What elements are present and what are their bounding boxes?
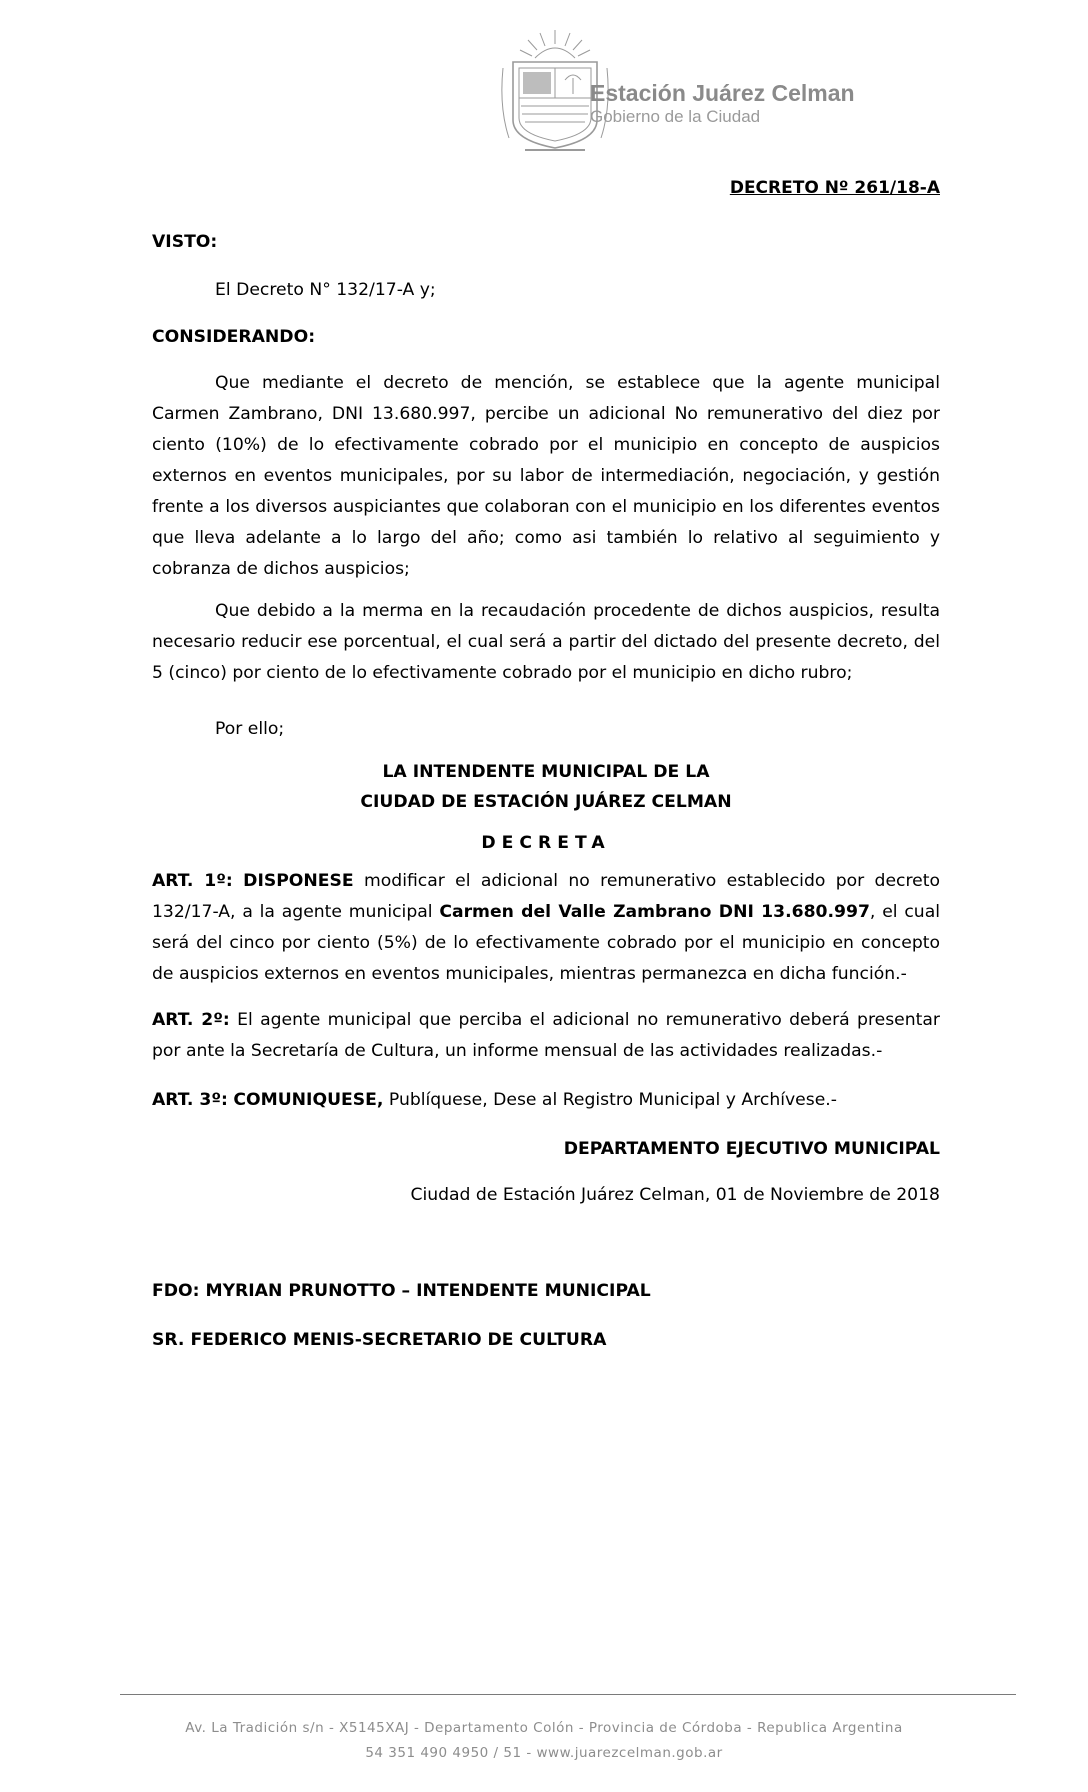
article-3 — [152, 1085, 940, 1116]
decreto-reference: El Decreto N° 132/17-A y; — [215, 280, 436, 300]
considerando-paragraph-2: Que debido a la merma en la recaudación procedente de dichos auspicios, resulta necesario reducir ese porcentual, el cual será a partir del dictado del presente decreto, del 5 (cinco) por ciento de lo efectivamente cobrado por el municipio en dicho rubro; — [152, 601, 940, 683]
brand-block — [590, 82, 855, 125]
p1-text-a: Que mediante el decreto de mención, se establece que la agente municipal Carmen Zambrano, DNI — [152, 373, 940, 424]
footer-address: Av. La Tradición s/n - X5145XAJ - Departamento Colón - Provincia de Córdoba - Republica Argentina — [185, 1720, 903, 1736]
signature-intendente: FDO: MYRIAN PRUNOTTO – INTENDENTE MUNICIPAL — [152, 1281, 651, 1301]
article-1 — [152, 866, 940, 990]
heading-line-1: LA INTENDENTE MUNICIPAL DE LA — [382, 762, 710, 782]
brand-subtitle: Gobierno de la Ciudad — [590, 107, 761, 126]
art2-label: ART. 2º: — [152, 1010, 230, 1030]
por-ello: Por ello; — [215, 719, 285, 739]
art3-text: Publíquese, Dese al Registro Municipal y Archívese.- — [383, 1090, 837, 1110]
visto-label: VISTO: — [152, 232, 218, 252]
decreta-heading: DECRETA — [481, 833, 611, 853]
art1-verb: DISPONESE — [243, 871, 354, 891]
considerando-label: CONSIDERANDO: — [152, 327, 316, 347]
department-name: DEPARTAMENTO EJECUTIVO MUNICIPAL — [563, 1139, 940, 1159]
art1-label: ART. 1º: — [152, 871, 233, 891]
article-2 — [152, 1005, 940, 1067]
p1-dni: 13.680.997 — [372, 404, 471, 424]
art3-verb: COMUNIQUESE, — [233, 1090, 384, 1110]
art3-label: ART. 3º: — [152, 1090, 228, 1110]
place-date: Ciudad de Estación Juárez Celman, 01 de Noviembre de 2018 — [410, 1185, 940, 1205]
footer-divider — [120, 1694, 1016, 1695]
heading-line-2: CIUDAD DE ESTACIÓN JUÁREZ CELMAN — [360, 792, 732, 812]
considerando-paragraph-1 — [152, 368, 940, 585]
art1-text-b: , el cual será del cinco por ciento (5%) de lo efectivamente cobrado por el municipio en concepto de auspicios externos en eventos municipales, mientras permanezca en dicha función.- — [152, 902, 940, 984]
p1-text-c: , percibe un adicional No remunerativo del diez por ciento (10%) de lo efectivamente cobrado por el municipio en concepto de auspicios externos en eventos municipales, por su labor de intermediación, negociación, y gestión frente a los diversos auspiciantes que colaboran con el municipio en los diferentes eventos que lleva adelante a lo largo del año; como asi también lo relativo al seguimiento y cobranza de dichos auspicios; — [152, 404, 940, 579]
art1-text-a: modificar el adicional no remunerativo establecido por decreto 132/17-A, a la agente municipal — [152, 871, 941, 922]
art2-text: El agente municipal que perciba el adicional no remunerativo deberá presentar por ante la Secretaría de Cultura, un informe mensual de las actividades realizadas.- — [152, 1010, 940, 1061]
art1-name: Carmen del Valle Zambrano DNI 13.680.997 — [439, 902, 870, 922]
footer-contact: 54 351 490 4950 / 51 - www.juarezcelman.gob.ar — [365, 1745, 723, 1761]
decree-number: DECRETO Nº 261/18-A — [729, 178, 940, 198]
signature-secretario: SR. FEDERICO MENIS-SECRETARIO DE CULTURA — [152, 1330, 607, 1350]
brand-title: Estación Juárez Celman — [590, 80, 855, 106]
